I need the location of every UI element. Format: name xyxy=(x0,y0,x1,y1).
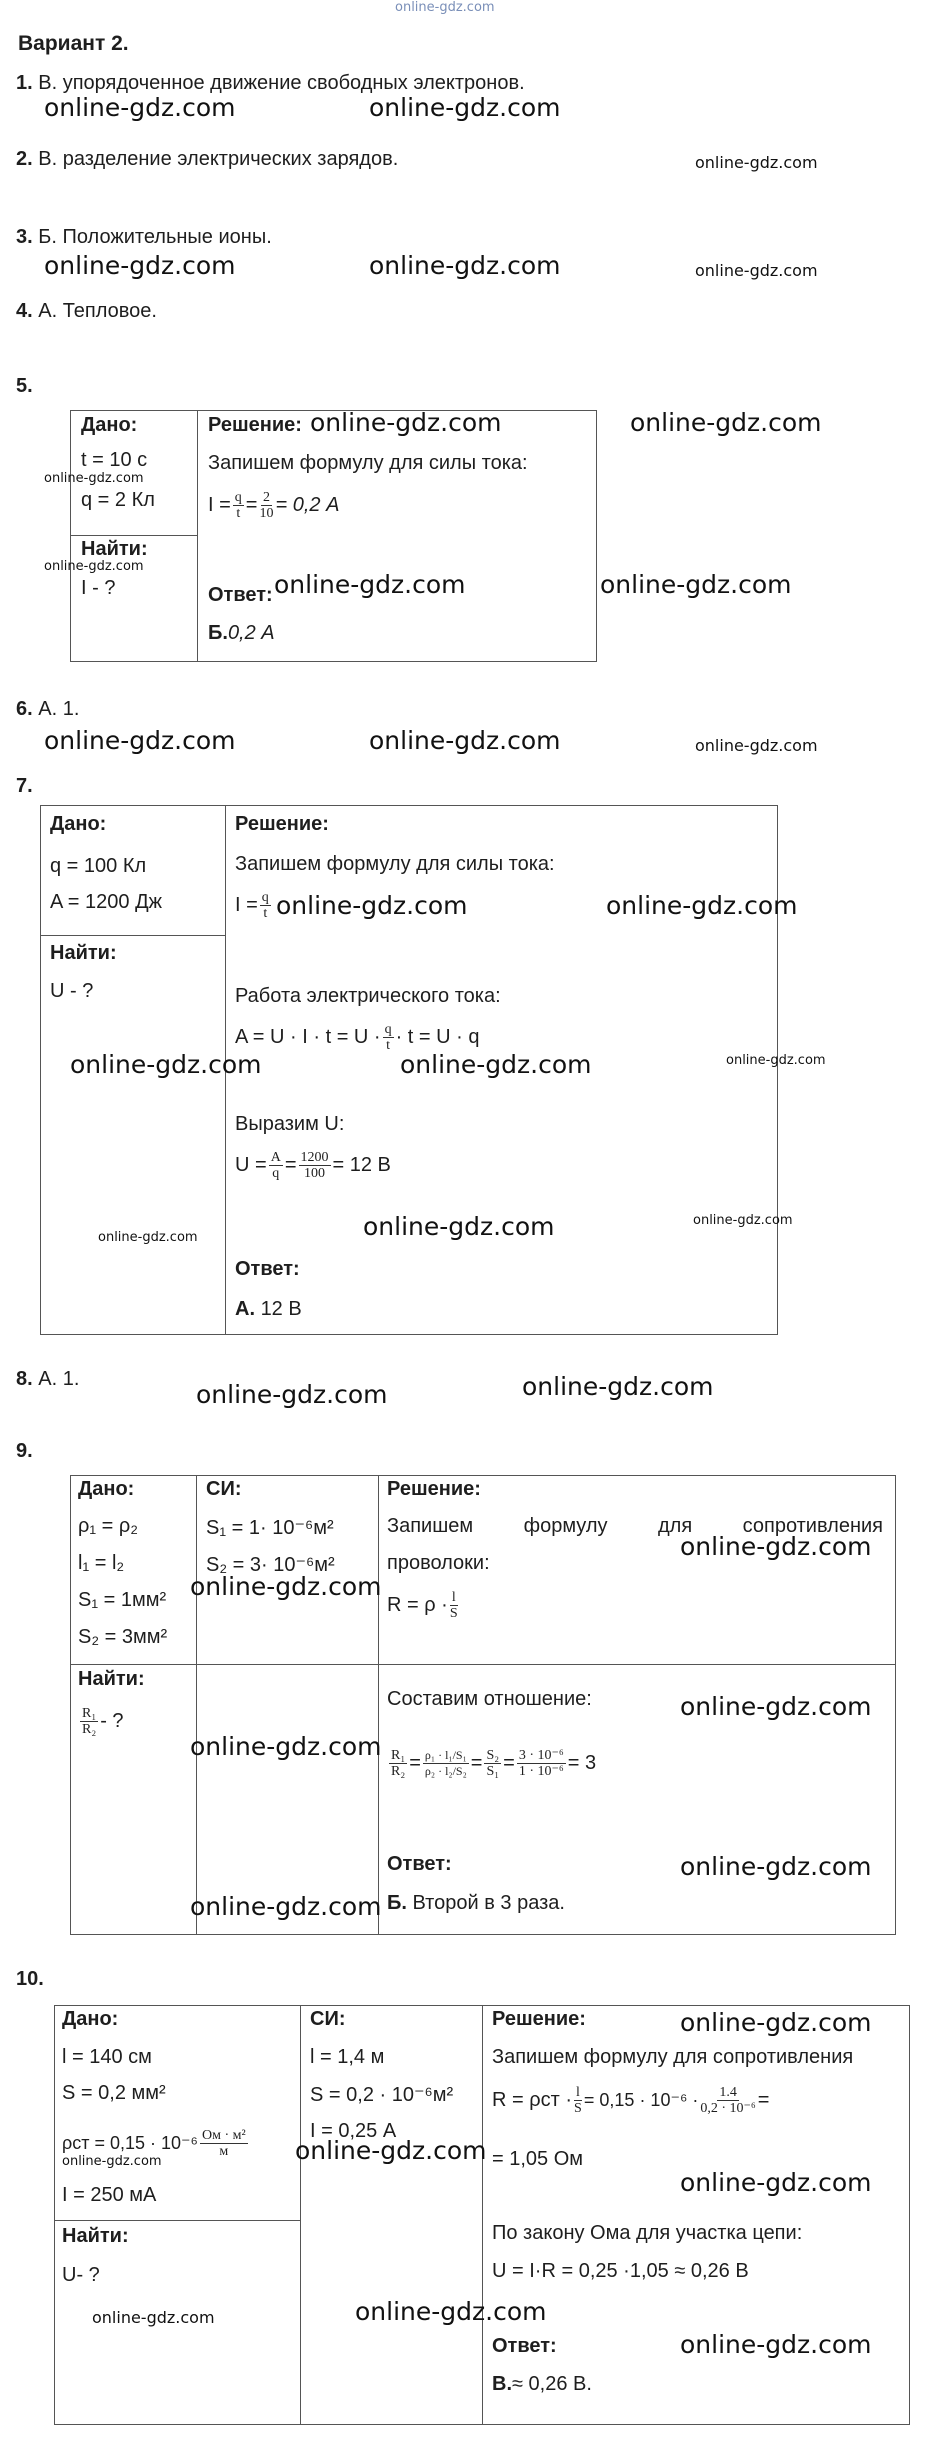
fraction: $\frac{\text{R₁}}{\text{R₂}}$ xyxy=(391,1748,406,1779)
answer-value: Б.0,2 А xyxy=(208,622,275,644)
watermark: online-gdz.com xyxy=(310,408,502,437)
solution-text: Составим отношение: xyxy=(387,1688,592,1710)
answer-value: Б. Второй в 3 раза. xyxy=(387,1892,565,1914)
answer-heading: Ответ: xyxy=(208,584,273,606)
solution-heading: Решение: xyxy=(208,414,302,436)
watermark: online-gdz.com xyxy=(369,93,561,122)
solution-text: Запишем формулу для силы тока: xyxy=(208,452,528,474)
watermark: online-gdz.com xyxy=(726,1053,826,1068)
watermark: online-gdz.com xyxy=(44,93,236,122)
watermark: online-gdz.com xyxy=(363,1212,555,1241)
problem-10-number: 10. xyxy=(16,1968,44,1990)
watermark: online-gdz.com xyxy=(44,726,236,755)
fraction: $\frac{\text{S₂}}{\text{S₁}}$ xyxy=(486,1748,500,1779)
given-value: ρст = 0,15 · 10⁻⁶ $\frac{\text{Ом · м²}}{м}$ xyxy=(62,2128,246,2159)
formula: U = $\frac{A}{q}$ = $\frac{1200}{100}$ = 12 В xyxy=(235,1150,391,1181)
watermark: online-gdz.com xyxy=(680,1692,872,1721)
watermark: online-gdz.com xyxy=(680,1852,872,1881)
watermark: online-gdz.com xyxy=(70,1050,262,1079)
answer-8 xyxy=(16,1368,79,1391)
answer-2 xyxy=(16,148,398,171)
answer-text: А. 1. xyxy=(38,698,80,720)
find-value: I - ? xyxy=(81,577,116,599)
given-value: ρ₁ = ρ₂ xyxy=(78,1515,139,1537)
formula: R = ρст · $\frac{l}{S}$ = 0,15 · 10⁻⁶ · $\frac{1.4}{\text{0,2 · 10⁻⁶}}$ = xyxy=(492,2085,770,2116)
watermark: online-gdz.com xyxy=(355,2297,547,2326)
solution-text: Запишем формулу для сопротивления xyxy=(387,1515,883,1537)
find-heading: Найти: xyxy=(50,942,117,964)
watermark: online-gdz.com xyxy=(276,891,468,920)
given-heading: Дано: xyxy=(62,2008,119,2030)
fraction: $\frac{\text{3 · 10⁻⁶}}{\text{1 · 10⁻⁶}}$ xyxy=(518,1748,564,1779)
given-value: q = 2 Кл xyxy=(81,489,155,511)
answer-heading: Ответ: xyxy=(387,1853,452,1875)
answer-text: А. 1. xyxy=(38,1368,80,1390)
answer-text: Б. Положительные ионы. xyxy=(38,226,272,248)
watermark: online-gdz.com xyxy=(98,1230,198,1245)
top-watermark: online-gdz.com xyxy=(395,0,495,15)
solution-text: Работа электрического тока: xyxy=(235,985,501,1007)
answer-number: 8. xyxy=(16,1368,33,1390)
answer-number: 1. xyxy=(16,72,33,94)
problem-5-table xyxy=(70,410,597,662)
answer-number: 6. xyxy=(16,698,33,720)
answer-text: В. разделение электрических зарядов. xyxy=(38,148,399,170)
page-title: Вариант 2. xyxy=(18,32,129,55)
fraction: $\frac{A}{q}$ xyxy=(270,1150,281,1181)
problem-5-number: 5. xyxy=(16,375,33,397)
watermark: online-gdz.com xyxy=(695,736,818,755)
find-value: U - ? xyxy=(50,980,94,1002)
watermark: online-gdz.com xyxy=(606,891,798,920)
watermark: online-gdz.com xyxy=(680,2330,872,2359)
watermark: online-gdz.com xyxy=(680,1532,872,1561)
given-value: t = 10 с xyxy=(81,449,148,471)
given-heading: Дано: xyxy=(78,1478,135,1500)
given-heading: Дано: xyxy=(50,813,107,835)
watermark: online-gdz.com xyxy=(44,251,236,280)
watermark: online-gdz.com xyxy=(196,1380,388,1409)
given-value: I = 250 мА xyxy=(62,2184,157,2206)
watermark: online-gdz.com xyxy=(695,261,818,280)
answer-6 xyxy=(16,698,79,721)
answer-text: В. упорядоченное движение свободных электронов. xyxy=(38,72,525,94)
si-value: S = 0,2 · 10⁻⁶м² xyxy=(310,2084,454,2106)
answer-value: А. 12 В xyxy=(235,1298,302,1320)
si-value: I = 0,25 А xyxy=(310,2120,397,2142)
si-value: S₁ = 1· 10⁻⁶м² xyxy=(206,1517,334,1539)
given-value: A = 1200 Дж xyxy=(50,891,163,913)
given-value: q = 100 Кл xyxy=(50,855,147,877)
fraction: $\frac{\text{ρ₁ · l₁/S₁}}{\text{ρ₂ · l₂/S₂}}$ xyxy=(424,1748,467,1778)
formula: A = U · I · t = U · $\frac{q}{t}$ · t = U · q xyxy=(235,1022,480,1053)
formula: $\frac{\text{R₁}}{\text{R₂}}$ = $\frac{\text{ρ₁ · l₁/S₁}}{\text{ρ₂ · l₂/S₂}}$ = $\frac{\text{S₂}}{\text{S₁}}$ = $\frac{\text{3 · 10⁻⁶}}{\text{1 · 10⁻⁶}}$ = 3 xyxy=(391,1748,597,1779)
watermark: online-gdz.com xyxy=(369,251,561,280)
problem-7-number: 7. xyxy=(16,775,33,797)
watermark: online-gdz.com xyxy=(190,1572,382,1601)
fraction: $\frac{l}{S}$ xyxy=(574,2085,582,2116)
solution-heading: Решение: xyxy=(235,813,329,835)
watermark: online-gdz.com xyxy=(190,1732,382,1761)
given-value: S₂ = 3мм² xyxy=(78,1626,168,1648)
formula: I = $\frac{q}{t}$ = $\frac{2}{10}$ = 0,2 А xyxy=(208,490,340,521)
answer-number: 3. xyxy=(16,226,33,248)
answer-text: А. Тепловое. xyxy=(38,300,157,322)
given-heading: Дано: xyxy=(81,414,138,436)
watermark: online-gdz.com xyxy=(190,1892,382,1921)
si-heading: СИ: xyxy=(310,2008,346,2030)
given-value: S₁ = 1мм² xyxy=(78,1589,167,1611)
watermark: online-gdz.com xyxy=(522,1372,714,1401)
fraction: $\frac{2}{10}$ xyxy=(259,490,274,521)
watermark: online-gdz.com xyxy=(680,2168,872,2197)
answer-value: В.≈ 0,26 В. xyxy=(492,2373,592,2395)
answer-3 xyxy=(16,226,272,249)
watermark: online-gdz.com xyxy=(295,2136,487,2165)
formula: U = I·R = 0,25 ·1,05 ≈ 0,26 В xyxy=(492,2260,749,2282)
fraction: $\frac{q}{t}$ xyxy=(234,490,242,521)
watermark: online-gdz.com xyxy=(44,471,144,486)
find-value: $\frac{\text{R₁}}{\text{R₂}}$ - ? xyxy=(82,1706,124,1737)
watermark: online-gdz.com xyxy=(693,1213,793,1228)
given-value: S = 0,2 мм² xyxy=(62,2082,166,2104)
answer-4 xyxy=(16,300,157,323)
find-heading: Найти: xyxy=(78,1668,145,1690)
problem-9-number: 9. xyxy=(16,1440,33,1462)
watermark: online-gdz.com xyxy=(695,153,818,172)
watermark: online-gdz.com xyxy=(274,570,466,599)
fraction: $\frac{\text{Ом · м²}}{м}$ xyxy=(201,2128,246,2159)
fraction: $\frac{1.4}{\text{0,2 · 10⁻⁶}}$ xyxy=(700,2085,756,2116)
watermark: online-gdz.com xyxy=(62,2154,162,2169)
find-heading: Найти: xyxy=(62,2225,129,2247)
si-value: l = 1,4 м xyxy=(310,2046,385,2068)
watermark: online-gdz.com xyxy=(600,570,792,599)
solution-text: Запишем формулу для сопротивления xyxy=(492,2046,854,2068)
solution-heading: Решение: xyxy=(492,2008,586,2030)
watermark: online-gdz.com xyxy=(44,559,144,574)
solution-text: Выразим U: xyxy=(235,1113,345,1135)
watermark: online-gdz.com xyxy=(630,408,822,437)
given-value: l = 140 см xyxy=(62,2046,152,2068)
fraction: $\frac{q}{t}$ xyxy=(384,1022,392,1053)
answer-heading: Ответ: xyxy=(235,1258,300,1280)
answer-1 xyxy=(16,72,525,95)
solution-text: По закону Ома для участка цепи: xyxy=(492,2222,803,2244)
fraction: $\frac{1200}{100}$ xyxy=(300,1150,329,1181)
solution-text: Запишем формулу для силы тока: xyxy=(235,853,555,875)
formula: I = $\frac{q}{t}$ xyxy=(235,890,269,921)
fraction: $\frac{q}{t}$ xyxy=(261,890,269,921)
watermark: online-gdz.com xyxy=(92,2308,215,2327)
watermark: online-gdz.com xyxy=(680,2008,872,2037)
fraction: $\frac{l}{S}$ xyxy=(449,1590,458,1621)
si-heading: СИ: xyxy=(206,1478,242,1500)
answer-heading: Ответ: xyxy=(492,2335,557,2357)
watermark: online-gdz.com xyxy=(400,1050,592,1079)
watermark: online-gdz.com xyxy=(369,726,561,755)
solution-text: = 1,05 Ом xyxy=(492,2148,584,2170)
si-value: S₂ = 3· 10⁻⁶м² xyxy=(206,1554,335,1576)
find-value: U- ? xyxy=(62,2264,100,2286)
formula: R = ρ · $\frac{l}{S}$ xyxy=(387,1590,458,1621)
answer-number: 2. xyxy=(16,148,33,170)
solution-heading: Решение: xyxy=(387,1478,481,1500)
solution-text: проволоки: xyxy=(387,1552,490,1574)
answer-number: 4. xyxy=(16,300,33,322)
find-heading: Найти: xyxy=(81,538,148,560)
fraction: $\frac{\text{R₁}}{\text{R₂}}$ xyxy=(82,1706,97,1737)
given-value: l₁ = l₂ xyxy=(78,1552,125,1574)
